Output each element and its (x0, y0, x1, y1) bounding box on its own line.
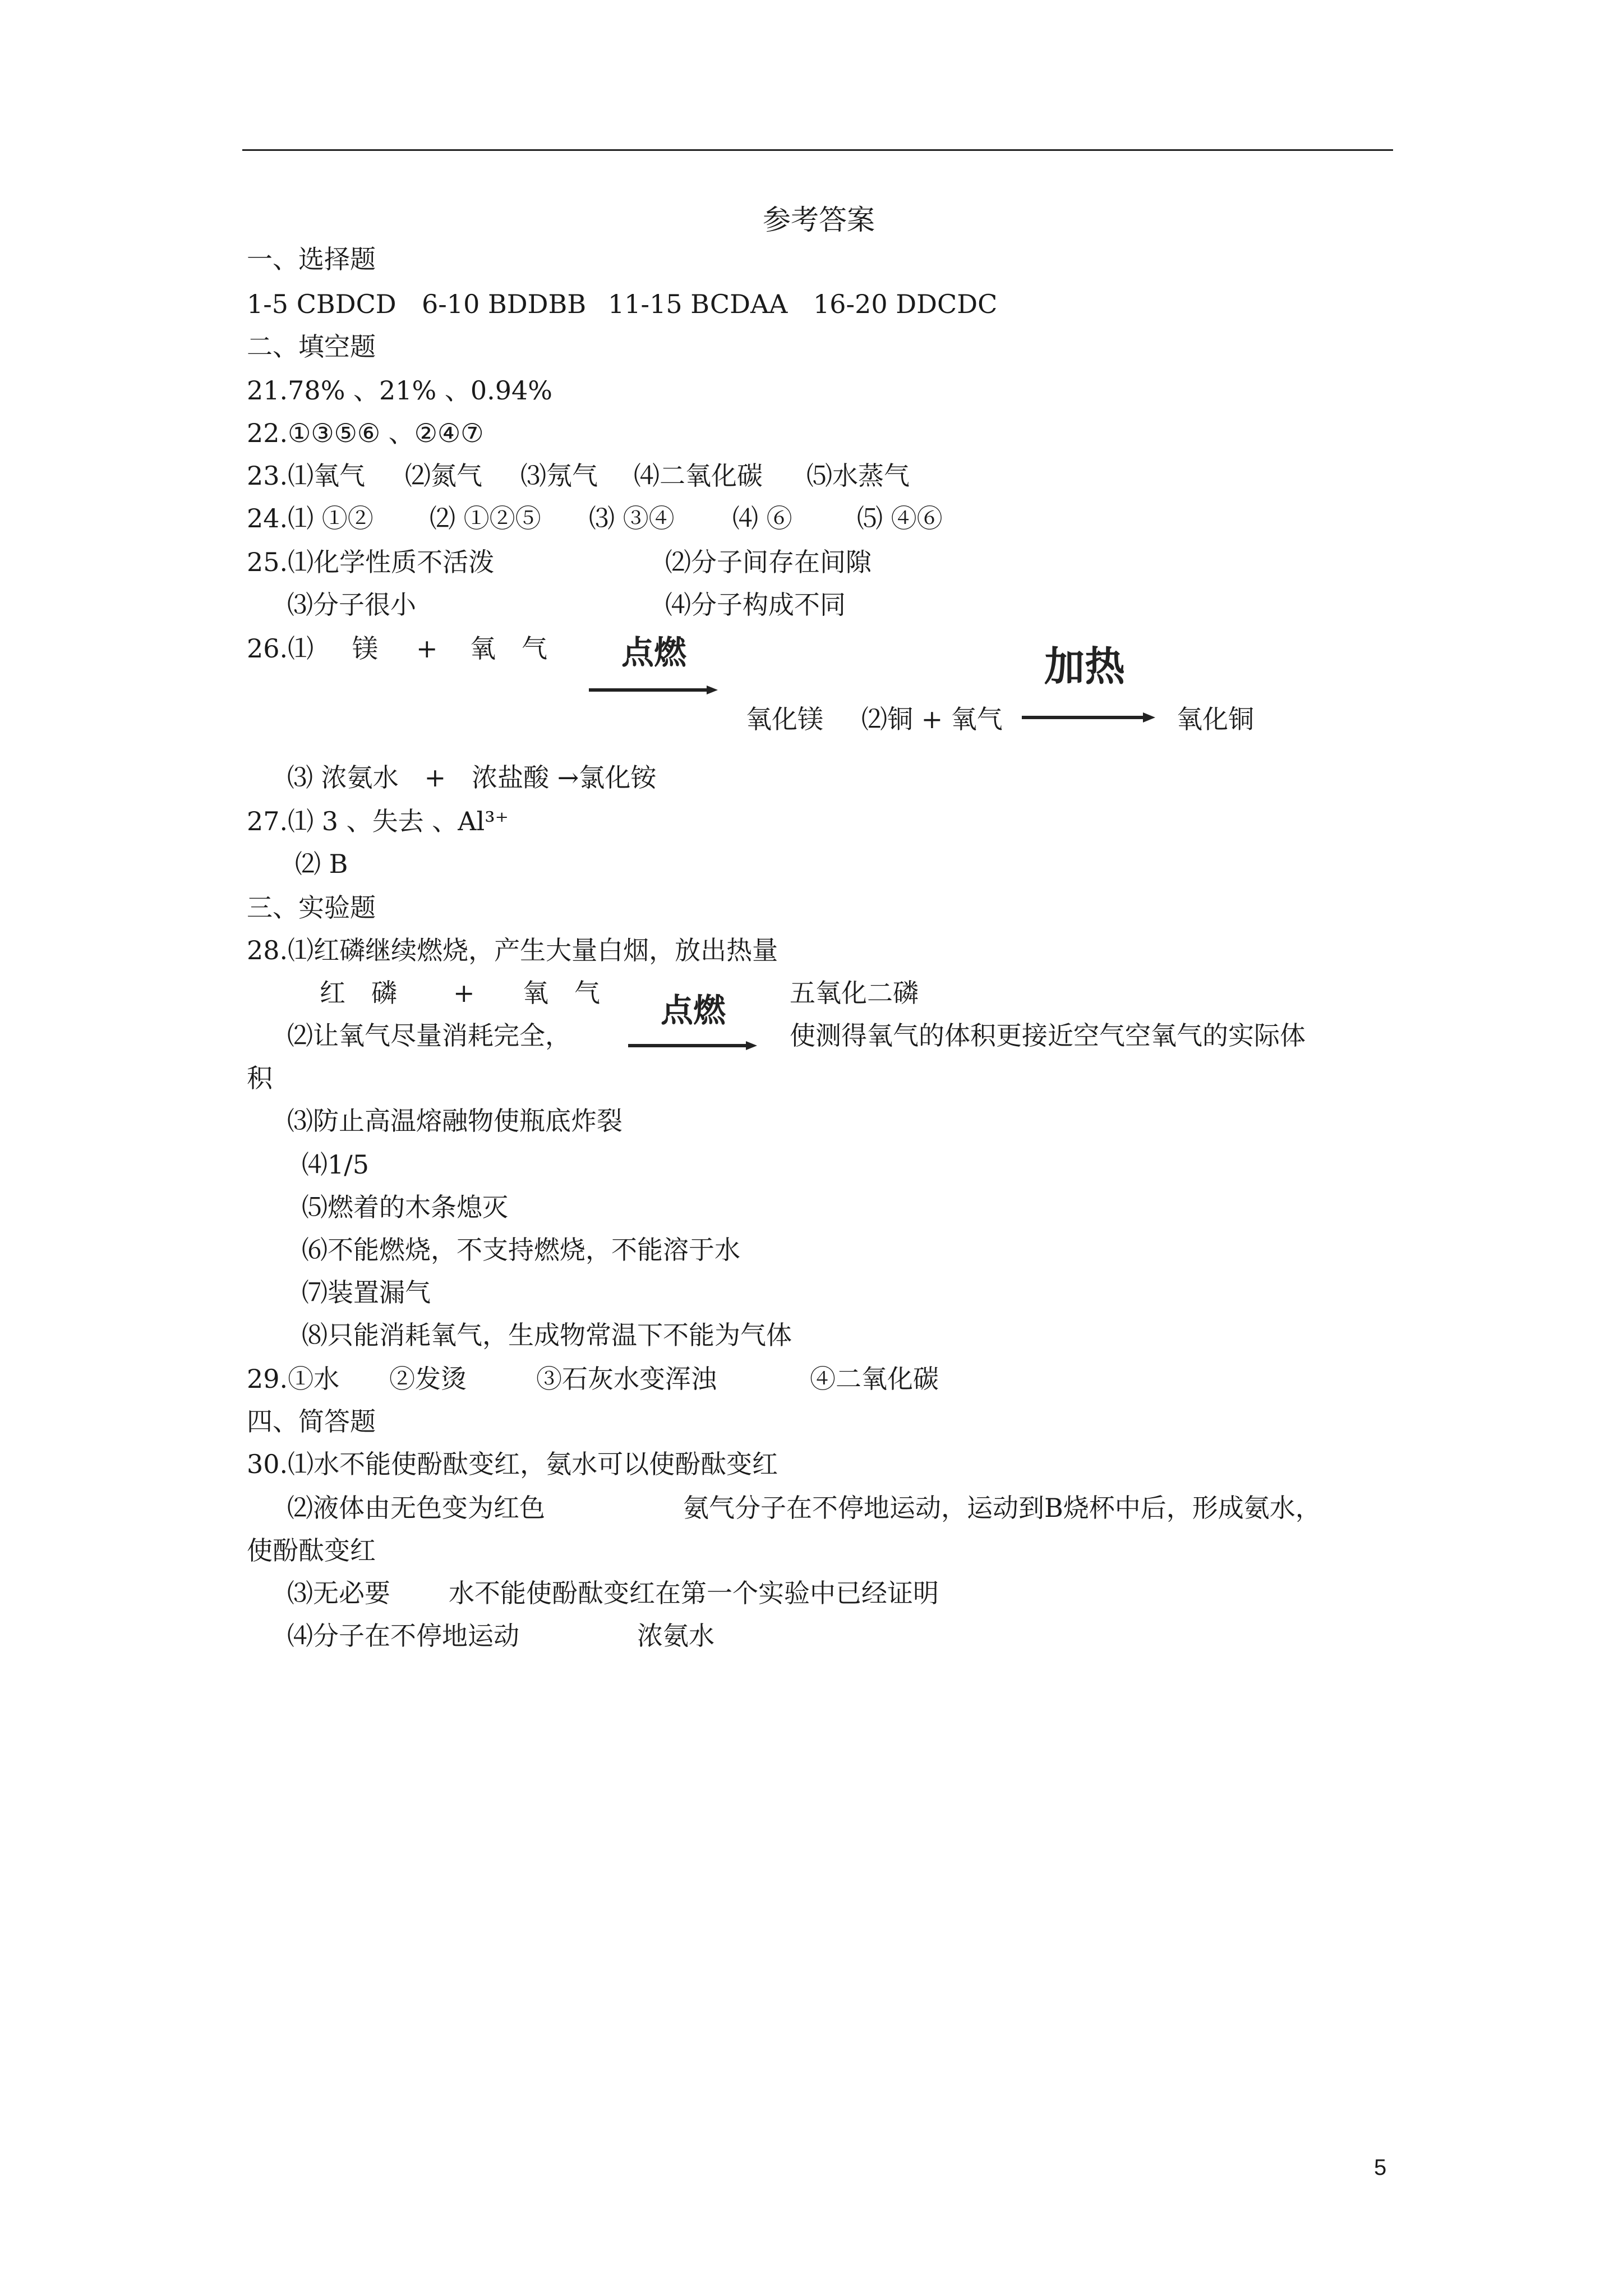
reactant-oxygen: 氧 气 (470, 633, 547, 664)
condition-heat: 加热 (1044, 643, 1126, 690)
product-phosphorus-pentoxide: 五氧化二磷 (790, 978, 919, 1008)
page-title: 参考答案 (763, 204, 875, 236)
answer-24-5: ⑸ ④⑥ (857, 503, 943, 533)
answer-24-4: ⑷ ⑥ (732, 503, 792, 533)
answer-28-2b: 使测得氧气的体积更接近空气空氧气的实际体 (790, 1020, 1306, 1051)
answer-choice-6-10: 6-10 BDDBB (422, 289, 587, 319)
answer-27-1: 27.⑴ 3 、失去 、Al³⁺ (247, 806, 509, 836)
answer-28-2a: ⑵让氧气尽量消耗完全， (287, 1020, 571, 1051)
answer-25-4: ⑷分子构成不同 (665, 590, 846, 620)
answer-choice-1-5: 1-5 CBDCD (247, 289, 396, 319)
page-number: 5 (1374, 2155, 1387, 2180)
answer-choice-16-20: 16-20 DDCDC (813, 289, 998, 319)
answer-25-2: ⑵分子间存在间隙 (665, 547, 872, 577)
answer-30-4a: ⑷分子在不停地运动 (287, 1621, 519, 1651)
section-heading-choice: 一、选择题 (247, 244, 376, 274)
answer-26-2: ⑵铜 + 氧气 (861, 704, 1003, 734)
answer-30-2c: 使酚酞变红 (247, 1535, 376, 1566)
condition-ignite: 点燃 (661, 991, 726, 1029)
answer-choice-11-15: 11-15 BCDAA (608, 289, 788, 319)
answer-26-label: 26.⑴ (247, 633, 314, 664)
answer-30-3a: ⑶无必要 (287, 1578, 390, 1608)
section-heading-experiment: 三、实验题 (247, 892, 376, 923)
reactant-magnesium: 镁 (352, 633, 378, 664)
answer-30-2b: 氨气分子在不停地运动，运动到B烧杯中后，形成氨水， (683, 1493, 1321, 1523)
answer-22: 22.①③⑤⑥ 、②④⑦ (247, 418, 484, 448)
answer-23-3: ⑶氖气 (520, 461, 598, 491)
reaction-arrow-icon (589, 684, 718, 696)
section-heading-fill: 二、填空题 (247, 332, 376, 362)
reaction-arrow-icon (628, 1040, 757, 1051)
product-copper-oxide: 氧化铜 (1177, 704, 1254, 734)
answer-28-7: ⑺装置漏气 (302, 1277, 431, 1308)
answer-29-3: ③石灰水变浑浊 (536, 1364, 717, 1394)
answer-29-4: ④二氧化碳 (810, 1364, 939, 1394)
answer-25-3: ⑶分子很小 (287, 590, 416, 620)
answer-29-1: 29.①水 (247, 1364, 340, 1394)
answer-24-3: ⑶ ③④ (589, 503, 675, 533)
reactant-oxygen: 氧 气 (523, 978, 600, 1008)
answer-23-1: 23.⑴氧气 (247, 461, 366, 491)
reaction-arrow-icon (1022, 711, 1155, 724)
section-heading-short-answer: 四、简答题 (247, 1406, 376, 1437)
answer-28-8: ⑻只能消耗氧气，生成物常温下不能为气体 (302, 1320, 792, 1350)
answer-24-2: ⑵ ①②⑤ (430, 503, 541, 533)
answer-28-4: ⑷1/5 (302, 1149, 370, 1180)
answer-28-6: ⑹不能燃烧，不支持燃烧，不能溶于水 (302, 1235, 740, 1265)
answer-23-4: ⑷二氧化碳 (634, 461, 763, 491)
answer-30-4b: 浓氨水 (637, 1621, 714, 1651)
answer-29-2: ②发烫 (389, 1364, 467, 1394)
answer-28-1: 28.⑴红磷继续燃烧，产生大量白烟，放出热量 (247, 935, 778, 965)
answer-21: 21.78% 、21% 、0.94% (247, 375, 553, 406)
answer-30-2a: ⑵液体由无色变为红色 (287, 1493, 545, 1523)
answer-30-1: 30.⑴水不能使酚酞变红，氨水可以使酚酞变红 (247, 1449, 778, 1479)
answer-26-3: ⑶ 浓氨水 + 浓盐酸 →氯化铵 (287, 762, 657, 793)
answer-23-5: ⑸水蒸气 (806, 461, 910, 491)
header-rule (242, 149, 1393, 151)
answer-28-3: ⑶防止高温熔融物使瓶底炸裂 (287, 1106, 623, 1136)
answer-28-5: ⑸燃着的木条熄灭 (302, 1192, 508, 1222)
condition-ignite: 点燃 (621, 633, 687, 671)
answer-27-2: ⑵ B (295, 849, 348, 879)
answer-30-3b: 水不能使酚酞变红在第一个实验中已经证明 (449, 1578, 939, 1608)
answer-28-2c: 积 (247, 1063, 273, 1093)
plus-sign: + (453, 978, 475, 1008)
answer-24-1: 24.⑴ ①② (247, 503, 374, 533)
answer-25-1: 25.⑴化学性质不活泼 (247, 547, 495, 577)
answer-23-2: ⑵氮气 (405, 461, 482, 491)
product-magnesium-oxide: 氧化镁 (746, 704, 823, 734)
reactant-red-phosphorus: 红 磷 (320, 978, 397, 1008)
plus-sign: + (416, 633, 438, 664)
